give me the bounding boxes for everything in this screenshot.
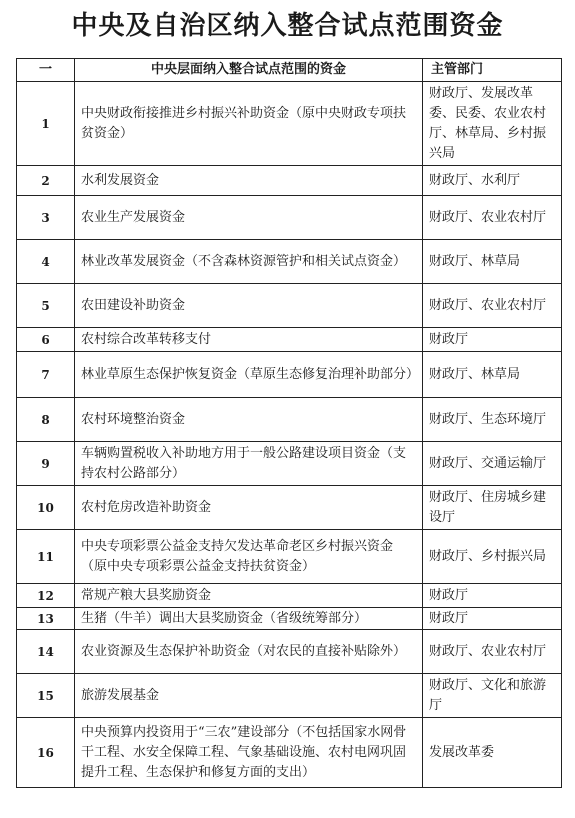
table-row (17, 82, 562, 166)
row-fund: 农田建设补助资金 (75, 284, 423, 328)
table-row (17, 196, 562, 240)
row-fund: 农业生产发展资金 (75, 196, 423, 240)
row-number: 11 (17, 530, 75, 584)
row-department: 发展改革委 (423, 718, 562, 788)
row-department: 财政厅、农业农村厅 (423, 630, 562, 674)
row-number: 2 (17, 166, 75, 196)
row-fund: 林业草原生态保护恢复资金（草原生态修复治理补助部分） (75, 352, 423, 398)
table-row (17, 718, 562, 788)
row-fund: 常规产粮大县奖励资金 (75, 584, 423, 608)
row-department: 财政厅、文化和旅游厅 (423, 674, 562, 718)
funds-table (16, 58, 562, 788)
row-number: 10 (17, 486, 75, 530)
row-number: 8 (17, 398, 75, 442)
row-number: 7 (17, 352, 75, 398)
row-department: 财政厅、农业农村厅 (423, 196, 562, 240)
table-row (17, 398, 562, 442)
row-fund: 中央专项彩票公益金支持欠发达革命老区乡村振兴资金（原中央专项彩票公益金支持扶贫资金） (75, 530, 423, 584)
row-fund: 车辆购置税收入补助地方用于一般公路建设项目资金（支持农村公路部分） (75, 442, 423, 486)
row-number: 5 (17, 284, 75, 328)
table-row (17, 328, 562, 352)
table-header-row (17, 59, 562, 82)
page-title: 中央及自治区纳入整合试点范围资金 (71, 11, 504, 41)
row-department: 财政厅 (423, 328, 562, 352)
row-number: 4 (17, 240, 75, 284)
table-row (17, 442, 562, 486)
row-department: 财政厅、水利厅 (423, 166, 562, 196)
row-number: 16 (17, 718, 75, 788)
row-fund: 中央财政衔接推进乡村振兴补助资金（原中央财政专项扶贫资金） (75, 82, 423, 166)
row-fund: 农村环境整治资金 (75, 398, 423, 442)
row-number: 15 (17, 674, 75, 718)
header-department: 主管部门 (423, 59, 562, 82)
row-department: 财政厅 (423, 584, 562, 608)
table-row (17, 486, 562, 530)
row-department: 财政厅、林草局 (423, 240, 562, 284)
table-row (17, 608, 562, 630)
row-fund: 生猪（牛羊）调出大县奖励资金（省级统筹部分） (75, 608, 423, 630)
row-department: 财政厅、农业农村厅 (423, 284, 562, 328)
header-fund: 中央层面纳入整合试点范围的资金 (75, 59, 423, 82)
table-row (17, 674, 562, 718)
row-number: 12 (17, 584, 75, 608)
header-number: 一 (17, 59, 75, 82)
row-number: 13 (17, 608, 75, 630)
row-department: 财政厅、住房城乡建设厅 (423, 486, 562, 530)
table-row (17, 352, 562, 398)
table-row (17, 584, 562, 608)
row-fund: 旅游发展基金 (75, 674, 423, 718)
row-fund: 农业资源及生态保护补助资金（对农民的直接补贴除外） (75, 630, 423, 674)
table-row (17, 240, 562, 284)
row-department: 财政厅、发展改革委、民委、农业农村厅、林草局、乡村振兴局 (423, 82, 562, 166)
row-department: 财政厅、乡村振兴局 (423, 530, 562, 584)
row-department: 财政厅、生态环境厅 (423, 398, 562, 442)
row-department: 财政厅、林草局 (423, 352, 562, 398)
table-row (17, 166, 562, 196)
table-row (17, 630, 562, 674)
row-number: 14 (17, 630, 75, 674)
row-fund: 农村综合改革转移支付 (75, 328, 423, 352)
row-number: 6 (17, 328, 75, 352)
row-department: 财政厅 (423, 608, 562, 630)
row-number: 3 (17, 196, 75, 240)
table-row (17, 530, 562, 584)
row-department: 财政厅、交通运输厅 (423, 442, 562, 486)
row-number: 1 (17, 82, 75, 166)
row-fund: 林业改革发展资金（不含森林资源管护和相关试点资金） (75, 240, 423, 284)
row-number: 9 (17, 442, 75, 486)
row-fund: 中央预算内投资用于“三农”建设部分（不包括国家水网骨干工程、水安全保障工程、气象基础设施、农村电网巩固提升工程、生态保护和修复方面的支出） (75, 718, 423, 788)
row-fund: 水利发展资金 (75, 166, 423, 196)
table-row (17, 284, 562, 328)
row-fund: 农村危房改造补助资金 (75, 486, 423, 530)
